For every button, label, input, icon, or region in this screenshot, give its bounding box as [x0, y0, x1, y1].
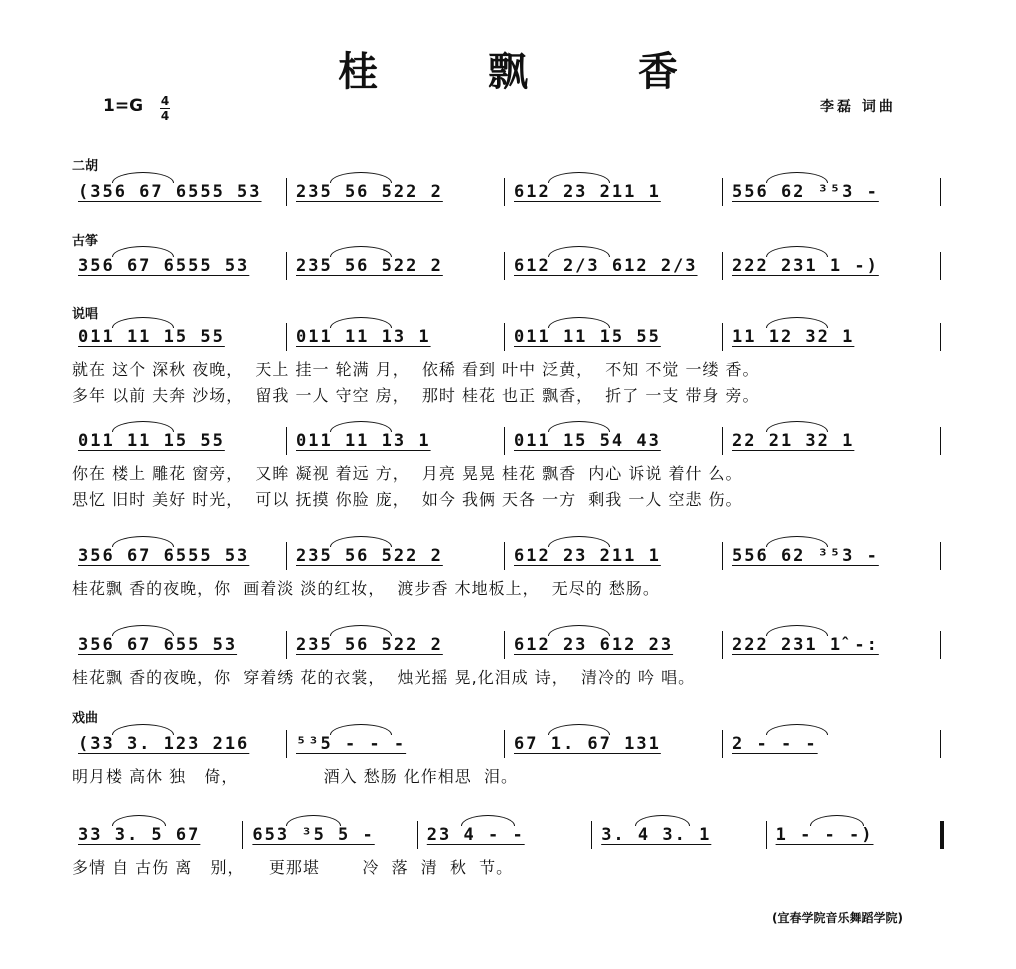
bar-line — [940, 323, 941, 351]
measure: 22 21 32 1 — [732, 431, 855, 451]
bar-line — [722, 631, 723, 659]
measure: 612 23 211 1 — [514, 182, 661, 202]
measure: 556 62 ³⁵3 - — [732, 182, 879, 202]
bar-line — [504, 730, 505, 758]
bar-line — [504, 427, 505, 455]
measure: 222 231 1̂ -: — [732, 635, 879, 655]
part-label: 说唱 — [72, 307, 99, 322]
measure: 23 4 - - — [426, 825, 525, 845]
bar-line — [722, 178, 723, 206]
slur-mark — [548, 724, 610, 735]
notation-line — [72, 734, 944, 756]
bar-line — [504, 252, 505, 280]
measure: 011 11 15 55 — [514, 327, 661, 347]
bar-line — [940, 821, 944, 849]
slur-mark — [548, 536, 610, 547]
slur-mark — [112, 172, 174, 183]
slur-mark — [112, 724, 174, 735]
slur-mark — [112, 536, 174, 547]
bar-line — [940, 542, 941, 570]
slur-mark — [766, 724, 828, 735]
measure: 356 67 6555 53 — [78, 256, 250, 276]
measure: 011 11 13 1 — [296, 431, 431, 451]
time-signature-top: 4 — [160, 94, 170, 108]
measure: 556 62 ³⁵3 - — [732, 546, 879, 566]
measure: 67 1. 67 131 — [514, 734, 661, 754]
time-signature-bottom: 4 — [160, 109, 170, 123]
slur-mark — [112, 421, 174, 432]
notation-line — [72, 182, 944, 204]
measure: 235 56 522 2 — [296, 635, 443, 655]
notation-line — [72, 546, 944, 568]
bar-line — [242, 821, 243, 849]
slur-mark — [286, 815, 340, 826]
measure: 011 15 54 43 — [514, 431, 661, 451]
slur-mark — [330, 625, 392, 636]
measure: 356 67 655 53 — [78, 635, 238, 655]
slur-mark — [766, 421, 828, 432]
measure: 1 - - -) — [775, 825, 874, 845]
slur-mark — [330, 724, 392, 735]
bar-line — [286, 323, 287, 351]
slur-mark — [112, 246, 174, 257]
time-signature — [160, 95, 170, 122]
lyric-line: 多情 自 古伤 离 别， 更那堪 冷 落 清 秋 节。 — [72, 858, 514, 877]
part-label: 戏曲 — [72, 711, 99, 726]
measure: 11 12 32 1 — [732, 327, 855, 347]
lyric-line: 明月楼 高休 独 倚， 酒入 愁肠 化作相思 泪。 — [72, 767, 518, 786]
bar-line — [940, 631, 941, 659]
slur-mark — [766, 172, 828, 183]
measure: 653 ³5 5 - — [252, 825, 375, 845]
notation-line — [72, 327, 944, 349]
bar-line — [286, 730, 287, 758]
measure: 011 11 15 55 — [78, 431, 225, 451]
lyric-line: 思忆 旧时 美好 时光， 可以 抚摸 你脸 庞， 如今 我俩 天各 一方 剩我 一人 空悲 伤。 — [72, 490, 743, 509]
key-signature: 1=G — [103, 96, 144, 116]
slur-mark — [330, 421, 392, 432]
slur-mark — [330, 172, 392, 183]
notation-line — [72, 825, 944, 847]
lyric-line: 就在 这个 深秋 夜晚， 天上 挂一 轮满 月， 依稀 看到 叶中 泛黄， 不知 不觉 一缕 香。 — [72, 360, 760, 379]
bar-line — [940, 427, 941, 455]
bar-line — [722, 323, 723, 351]
notation-line — [72, 256, 944, 278]
publisher-footer: (宜春学院音乐舞蹈学院) — [772, 911, 903, 925]
lyric-line: 桂花飘 香的夜晚，你 穿着绣 花的衣裳， 烛光摇 晃,化泪成 诗， 清冷的 吟 唱。 — [72, 668, 696, 687]
notation-line — [72, 635, 944, 657]
bar-line — [417, 821, 418, 849]
slur-mark — [548, 317, 610, 328]
bar-line — [766, 821, 767, 849]
slur-mark — [548, 421, 610, 432]
lyric-line: 多年 以前 夫奔 沙场， 留我 一人 守空 房， 那时 桂花 也正 飘香， 折了 一支 带身 旁。 — [72, 386, 760, 405]
slur-mark — [548, 625, 610, 636]
bar-line — [722, 542, 723, 570]
bar-line — [286, 631, 287, 659]
slur-mark — [112, 625, 174, 636]
measure: 612 23 211 1 — [514, 546, 661, 566]
slur-mark — [766, 536, 828, 547]
bar-line — [722, 427, 723, 455]
slur-mark — [112, 815, 166, 826]
part-label: 二胡 — [72, 159, 99, 174]
slur-mark — [330, 317, 392, 328]
measure: 356 67 6555 53 — [78, 546, 250, 566]
measure: (356 67 6555 53 — [78, 182, 262, 202]
measure: 011 11 13 1 — [296, 327, 431, 347]
measure: (33 3. 123 216 — [78, 734, 250, 754]
author-credit: 李磊 词曲 — [820, 99, 896, 115]
bar-line — [940, 178, 941, 206]
bar-line — [504, 631, 505, 659]
measure: 011 11 15 55 — [78, 327, 225, 347]
part-label: 古筝 — [72, 234, 99, 249]
measure: 235 56 522 2 — [296, 546, 443, 566]
slur-mark — [112, 317, 174, 328]
bar-line — [286, 427, 287, 455]
bar-line — [591, 821, 592, 849]
slur-mark — [810, 815, 864, 826]
slur-mark — [766, 317, 828, 328]
notation-line — [72, 431, 944, 453]
slur-mark — [548, 246, 610, 257]
lyric-line: 你在 楼上 雕花 窗旁， 又眸 凝视 着远 方， 月亮 晃晃 桂花 飘香 内心 诉说 着什 么。 — [72, 464, 743, 483]
slur-mark — [766, 246, 828, 257]
measure: 222 231 1 -) — [732, 256, 879, 276]
measure: 235 56 522 2 — [296, 182, 443, 202]
slur-mark — [635, 815, 689, 826]
slur-mark — [330, 536, 392, 547]
lyric-line: 桂花飘 香的夜晚，你 画着淡 淡的红妆， 渡步香 木地板上， 无尽的 愁肠。 — [72, 579, 660, 598]
measure: 612 2/3 612 2/3 — [514, 256, 698, 276]
bar-line — [504, 323, 505, 351]
measure: 2 - - - — [732, 734, 818, 754]
bar-line — [504, 178, 505, 206]
song-title: 桂 飘 香 — [338, 49, 726, 95]
bar-line — [504, 542, 505, 570]
bar-line — [286, 178, 287, 206]
slur-mark — [548, 172, 610, 183]
slur-mark — [330, 246, 392, 257]
measure: 612 23 612 23 — [514, 635, 674, 655]
measure: 235 56 522 2 — [296, 256, 443, 276]
bar-line — [722, 730, 723, 758]
measure: 33 3. 5 67 — [78, 825, 201, 845]
slur-mark — [461, 815, 515, 826]
bar-line — [286, 542, 287, 570]
bar-line — [286, 252, 287, 280]
slur-mark — [766, 625, 828, 636]
bar-line — [940, 252, 941, 280]
measure: 3. 4 3. 1 — [601, 825, 712, 845]
bar-line — [722, 252, 723, 280]
bar-line — [940, 730, 941, 758]
measure: ⁵³5 - - - — [296, 734, 407, 754]
